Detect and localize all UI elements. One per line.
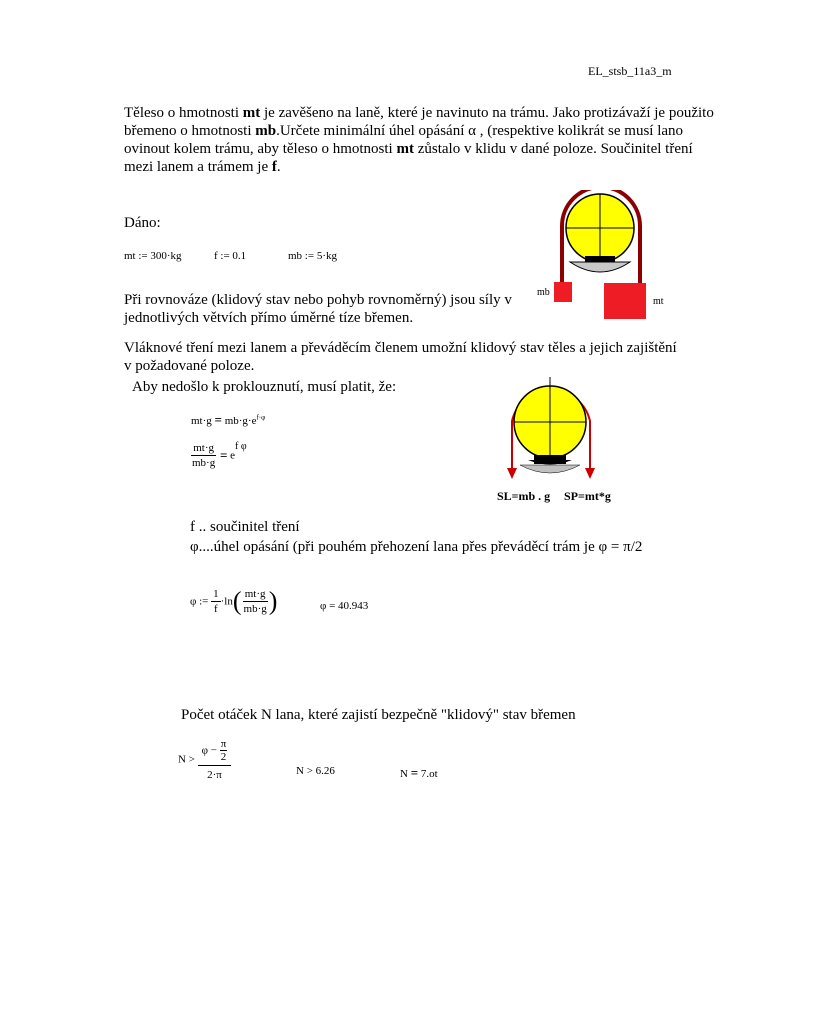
fig2-label-right: SP=mt*g [564, 489, 611, 503]
turns-paragraph: Počet otáček N lana, které zajistí bezpečně "klidový" stav břemen [181, 707, 576, 723]
eq2-fraction [190, 442, 217, 469]
eq3-fraction [211, 588, 221, 615]
condition-paragraph: Aby nedošlo k proklouznutí, musí platit, že: [132, 379, 397, 395]
arrow-left [507, 468, 517, 479]
eq3-lhs: φ := [190, 595, 209, 608]
eq2-op: = [219, 447, 228, 463]
eq4-numerator [198, 738, 232, 766]
intro-paragraph [124, 104, 724, 176]
eq3-num: mt·g [244, 588, 266, 600]
eq4-result2-op: = [410, 765, 419, 780]
weight-mb [554, 282, 572, 302]
given-f: f := 0.1 [214, 250, 247, 262]
eq3-ln: ·ln [220, 595, 233, 608]
intro-text-4: , (respektive kolikrát se musí lano ovinout kolem trámu, aby těleso o hmotnosti [124, 123, 684, 157]
equation-ratio [190, 442, 247, 469]
intro-mt: mt [242, 105, 261, 121]
intro-text-3: .Určete minimální úhel opásání [276, 123, 469, 139]
intro-alpha: α [468, 123, 476, 139]
drum-support [520, 465, 580, 473]
given-mt: mt := 300·kg [124, 250, 182, 262]
arrow-right [585, 468, 595, 479]
intro-mt-2: mt [396, 141, 414, 157]
fig1-label-mt: mt [653, 296, 664, 307]
eq4-pi: π [220, 738, 227, 750]
eq4-pi-half [220, 738, 228, 763]
intro-f: f [271, 159, 277, 175]
eq2-base: e [230, 449, 236, 462]
intro-text-1: Těleso o hmotnosti [124, 105, 243, 121]
eq2-exp: f φ [235, 441, 247, 453]
result-n-greater: N > 6.26 [296, 765, 335, 777]
eq1-op: = [214, 412, 222, 427]
intro-mb: mb [255, 123, 277, 139]
fig2-label-left: SL=mb . g [497, 489, 551, 503]
weight-mt [604, 283, 646, 319]
equilibrium-paragraph: Při rovnováze (klidový stav nebo pohyb rovnoměrný) jsou síly v jednotlivých větvích přímo úměrné tíze břemen. [124, 292, 512, 326]
eq3-f: f [214, 603, 218, 615]
eq4-lhs: N > [178, 753, 195, 766]
given-mb: mb := 5·kg [288, 250, 337, 262]
document-id: EL_stsb_11a3_m [588, 64, 672, 78]
eq3-den: mb·g [243, 603, 267, 615]
equation-phi [190, 588, 277, 615]
equation-capstan [191, 412, 265, 428]
drum-base [534, 455, 566, 464]
drum-base [585, 256, 615, 262]
eq2-den: mb·g [192, 457, 216, 469]
eq3-paren-close: ) [268, 586, 278, 616]
definition-f: f .. součinitel tření [190, 519, 300, 535]
equation-turns [178, 738, 231, 781]
intro-text-2: je zavěšeno na laně, které je navinuto na trámu. Jako protizávaží je použito břemeno o hmotnosti [124, 105, 714, 139]
friction-paragraph: Vláknové tření mezi lanem a převáděcím členem umožní klidový stav těles a jejich zajištění v požadované poloze. [124, 340, 677, 374]
eq2-num: mt·g [193, 442, 214, 454]
eq4-phi-minus: φ − [201, 744, 217, 757]
drum-support [570, 262, 630, 272]
eq4-den: 2·π [207, 769, 222, 781]
result-n-equals [400, 765, 438, 781]
eq4-two: 2 [220, 751, 227, 763]
force-diagram-figure [498, 375, 608, 487]
result-phi: φ = 40.943 [320, 600, 369, 612]
eq3-paren-open: ( [232, 586, 242, 616]
eq1-rhs: mb·g·e [224, 415, 257, 427]
eq4-fraction [198, 738, 232, 781]
definition-phi: φ....úhel opásání (při pouhém přehození lana přes převáděcí trám je φ = π/2 [190, 539, 643, 555]
fig1-label-mb: mb [537, 287, 550, 298]
intro-text-5: zůstalo v klidu v dané poloze. Součinitel tření mezi lanem a trámem je [124, 141, 693, 175]
eq1-exp: f·φ [256, 413, 266, 422]
eq3-one: 1 [213, 588, 219, 600]
given-heading: Dáno: [124, 215, 161, 231]
eq1-lhs: mt·g [191, 415, 212, 427]
eq4-result2-lhs: N [400, 768, 408, 780]
eq4-result2-rhs: 7.ot [420, 768, 438, 780]
eq3-inner-fraction [242, 588, 269, 615]
intro-text-6: . [276, 159, 281, 175]
